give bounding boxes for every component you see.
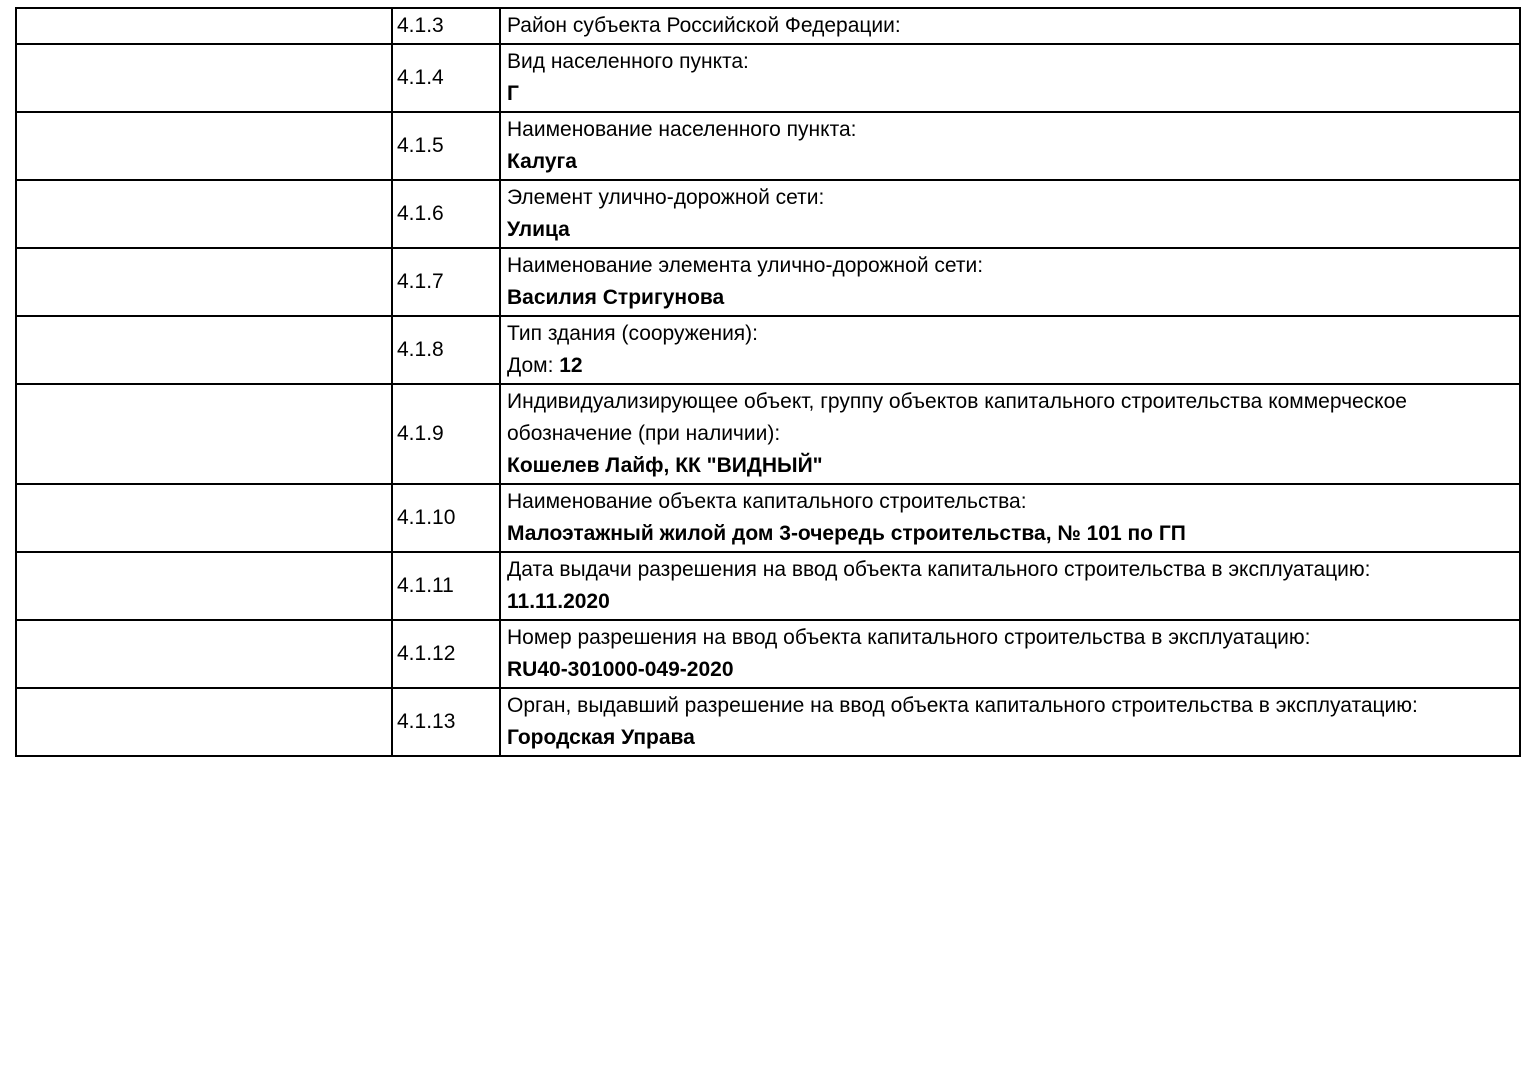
field-value-line: [507, 78, 1513, 110]
table-row: [16, 552, 1520, 620]
field-value-line: [507, 350, 1513, 382]
field-label: Элемент улично-дорожной сети:: [507, 186, 825, 209]
declaration-table: [15, 7, 1521, 757]
field-value-line: [507, 518, 1513, 550]
row-content-cell: [500, 248, 1520, 316]
field-value: 12: [559, 354, 583, 377]
row-content-cell: [500, 180, 1520, 248]
field-label: Наименование элемента улично-дорожной сети:: [507, 254, 984, 277]
row-number: 4.1.3: [392, 8, 500, 44]
field-value-line: [507, 146, 1513, 178]
field-value: Г: [507, 82, 519, 105]
row-number: 4.1.4: [392, 44, 500, 112]
field-value-line: [507, 450, 1513, 482]
empty-cell: [16, 44, 392, 112]
row-number: 4.1.10: [392, 484, 500, 552]
empty-cell: [16, 8, 392, 44]
empty-cell: [16, 180, 392, 248]
field-label: Орган, выдавший разрешение на ввод объекта капитального строительства в эксплуатацию:: [507, 694, 1418, 717]
field-value-line: [507, 654, 1513, 686]
table-row: [16, 180, 1520, 248]
row-number: 4.1.13: [392, 688, 500, 756]
table-row: [16, 44, 1520, 112]
row-number: 4.1.7: [392, 248, 500, 316]
table-row: [16, 112, 1520, 180]
row-number: 4.1.9: [392, 384, 500, 484]
row-content-cell: [500, 688, 1520, 756]
field-value: 11.11.2020: [507, 590, 610, 613]
field-label: Индивидуализирующее объект, группу объектов капитального строительства коммерческое обозначение (при наличии):: [507, 390, 1407, 445]
row-content-cell: [500, 44, 1520, 112]
row-number: 4.1.5: [392, 112, 500, 180]
row-content-cell: [500, 552, 1520, 620]
row-content-cell: [500, 620, 1520, 688]
row-content-cell: [500, 384, 1520, 484]
table-row: [16, 8, 1520, 44]
row-number: 4.1.8: [392, 316, 500, 384]
field-label: Наименование населенного пункта:: [507, 118, 857, 141]
row-content-cell: [500, 112, 1520, 180]
field-value: Калуга: [507, 150, 577, 173]
empty-cell: [16, 316, 392, 384]
field-value-line: [507, 586, 1513, 618]
row-content-cell: [500, 8, 1520, 44]
empty-cell: [16, 384, 392, 484]
row-number: 4.1.12: [392, 620, 500, 688]
row-number: 4.1.11: [392, 552, 500, 620]
empty-cell: [16, 484, 392, 552]
row-content-cell: [500, 484, 1520, 552]
table-row: [16, 484, 1520, 552]
field-value: Малоэтажный жилой дом 3-очередь строительства, № 101 по ГП: [507, 522, 1186, 545]
field-label: Тип здания (сооружения):: [507, 322, 758, 345]
field-value: RU40-301000-049-2020: [507, 658, 734, 681]
field-value-line: [507, 722, 1513, 754]
field-label: Наименование объекта капитального строительства:: [507, 490, 1027, 513]
table-row: [16, 316, 1520, 384]
table-body: [16, 8, 1520, 756]
field-label: Номер разрешения на ввод объекта капитального строительства в эксплуатацию:: [507, 626, 1311, 649]
empty-cell: [16, 552, 392, 620]
field-value-line: [507, 282, 1513, 314]
field-label: Район субъекта Российской Федерации:: [507, 14, 901, 37]
empty-cell: [16, 620, 392, 688]
field-value: Василия Стригунова: [507, 286, 725, 309]
empty-cell: [16, 688, 392, 756]
table-row: [16, 248, 1520, 316]
field-value: Улица: [507, 218, 570, 241]
field-value: Городская Управа: [507, 726, 695, 749]
field-label: Дата выдачи разрешения на ввод объекта капитального строительства в эксплуатацию:: [507, 558, 1371, 581]
row-number: 4.1.6: [392, 180, 500, 248]
field-value-line: [507, 214, 1513, 246]
table-row: [16, 384, 1520, 484]
field-label: Вид населенного пункта:: [507, 50, 749, 73]
empty-cell: [16, 248, 392, 316]
table-row: [16, 620, 1520, 688]
row-content-cell: [500, 316, 1520, 384]
table-row: [16, 688, 1520, 756]
field-value-prefix: Дом:: [507, 354, 560, 377]
empty-cell: [16, 112, 392, 180]
field-value: Кошелев Лайф, КК "ВИДНЫЙ": [507, 454, 823, 477]
